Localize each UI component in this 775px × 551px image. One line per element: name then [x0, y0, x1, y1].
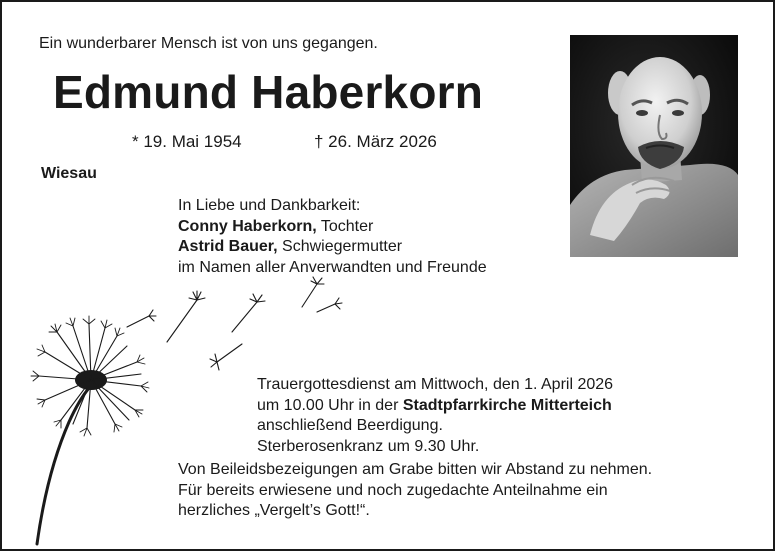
mourner-row: [178, 237, 487, 258]
birth-date: * 19. Mai 1954: [132, 132, 242, 151]
mourner-name: Astrid Bauer,: [178, 238, 278, 255]
service-line: Sterberosenkranz um 9.30 Uhr.: [257, 437, 480, 455]
death-date: † 26. März 2026: [314, 132, 437, 151]
service-line: anschließend Beerdigung.: [257, 417, 443, 434]
mourner-relation: Schwiegermutter: [277, 238, 403, 255]
mourner-row: [178, 217, 487, 238]
service-time: um 10.00 Uhr in der: [257, 396, 403, 414]
note-line: Für bereits erwiesene und noch zugedachte Anteilnahme ein: [178, 481, 608, 499]
place-name: Wiesau: [41, 165, 97, 182]
portrait-illustration: [570, 35, 738, 257]
mourners-block: [178, 196, 487, 278]
note-line: herzliches „Vergelt’s Gott!“.: [178, 502, 370, 519]
deceased-name: Edmund Haberkorn: [53, 66, 484, 118]
church-name: Stadtpfarrkirche Mitterteich: [402, 396, 612, 414]
mourners-intro: In Liebe und Dankbarkeit:: [178, 197, 361, 214]
intro-text: Ein wunderbarer Mensch ist von uns gegangen.: [39, 35, 378, 52]
dandelion-illustration: [17, 272, 357, 547]
mourner-relation: Tochter: [316, 217, 374, 235]
service-line: Trauergottesdienst am Mittwoch, den 1. April 2026: [257, 376, 614, 393]
mourners-closing: im Namen aller Anverwandten und Freunde: [178, 258, 487, 276]
portrait-photo: [570, 35, 738, 257]
note-line: Von Beileidsbezeigungen am Grabe bitten wir Abstand zu nehmen.: [178, 461, 653, 478]
mourner-name: Conny Haberkorn,: [178, 217, 317, 235]
